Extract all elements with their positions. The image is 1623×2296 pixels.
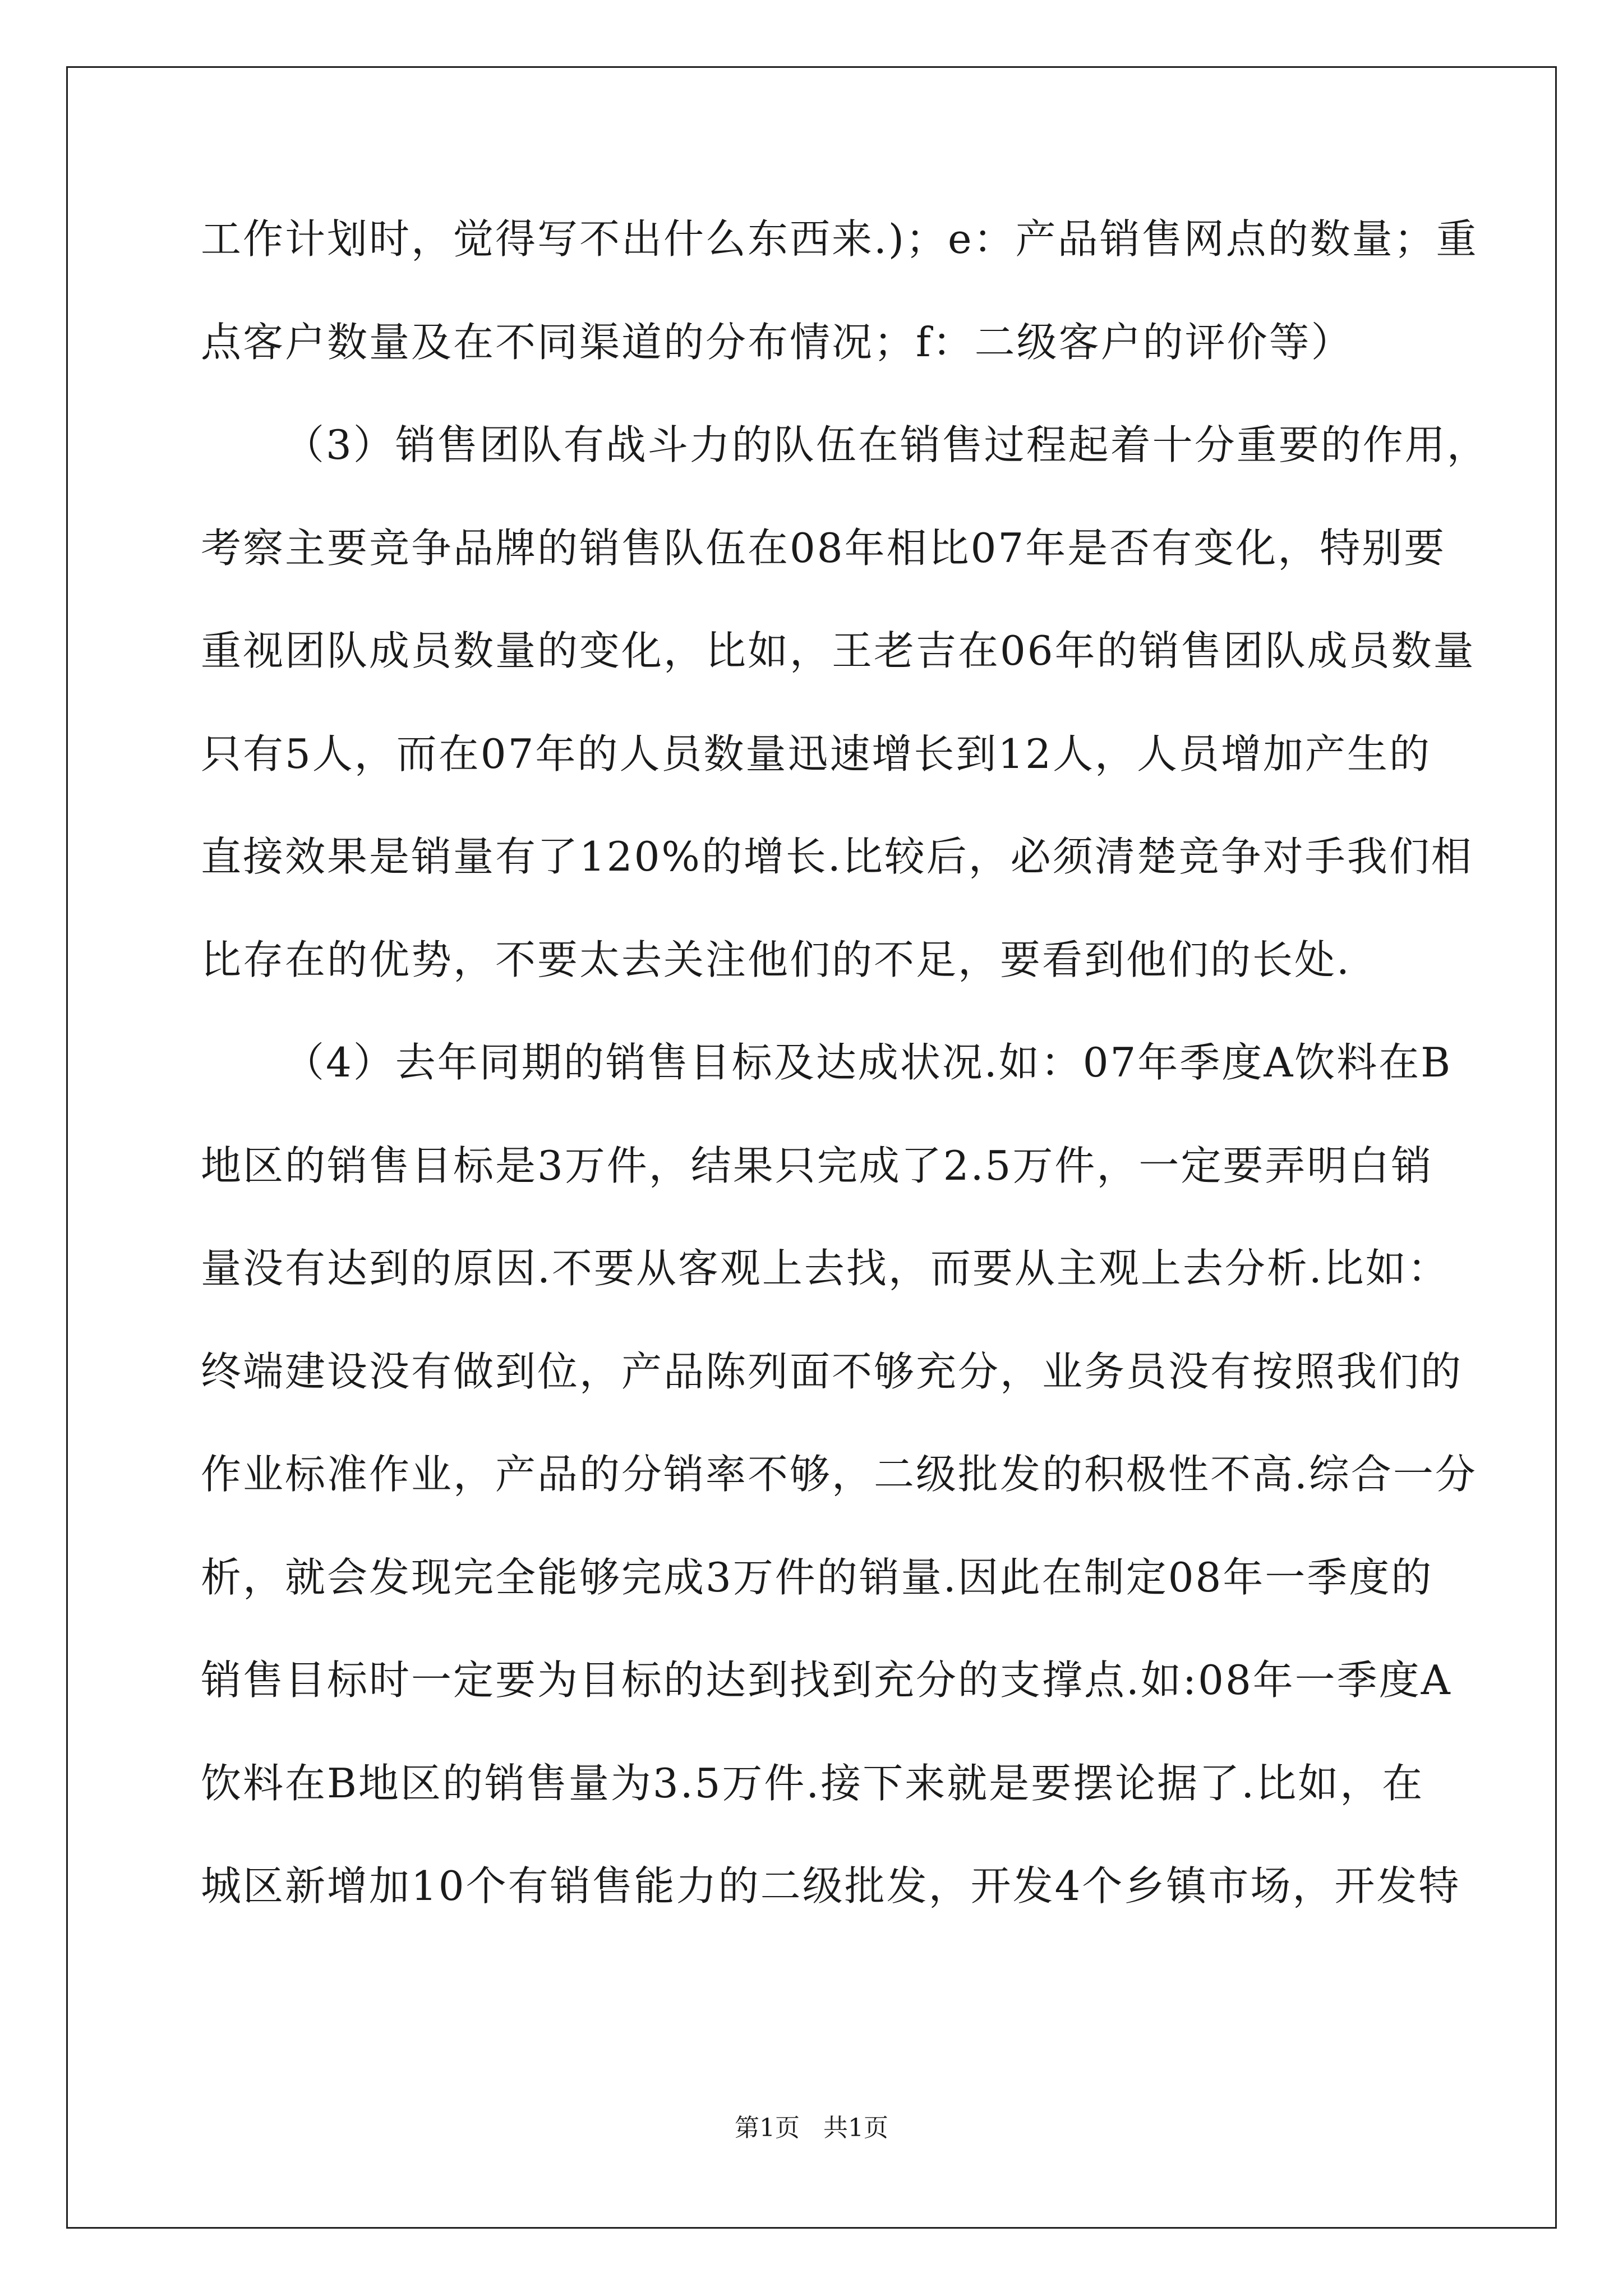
document-body (201, 215, 1489, 1969)
text-line: 考察主要竞争品牌的销售队伍在08年相比07年是否有变化，特别要 (201, 524, 1446, 572)
text-line: 地区的销售目标是3万件，结果只完成了2.5万件，一定要弄明白销 (201, 1142, 1433, 1189)
text-line: 比存在的优势，不要太去关注他们的不足，要看到他们的长处. (201, 936, 1351, 983)
text-line: （3）销售团队有战斗力的队伍在销售过程起着十分重要的作用， (284, 421, 1489, 468)
text-line: 量没有达到的原因.不要从客观上去找，而要从主观上去分析.比如： (201, 1245, 1450, 1292)
text-line: （4）去年同期的销售目标及达成状况.如：07年季度A饮料在B (284, 1039, 1453, 1086)
text-line: 城区新增加10个有销售能力的二级批发，开发4个乡镇市场，开发特 (201, 1862, 1461, 1910)
text-line: 销售目标时一定要为目标的达到找到充分的支撑点.如:08年一季度A (201, 1657, 1452, 1704)
text-line: 析，就会发现完全能够完成3万件的销量.因此在制定08年一季度的 (201, 1553, 1433, 1601)
text-line: 点客户数量及在不同渠道的分布情况；f：二级客户的评价等） (201, 318, 1353, 366)
text-line: 作业标准作业，产品的分销率不够，二级批发的积极性不高.综合一分 (201, 1451, 1477, 1498)
page-footer: 第1页 共1页 (735, 2114, 888, 2142)
text-line: 饮料在B地区的销售量为3.5万件.接下来就是要摆论据了.比如，在 (201, 1759, 1424, 1807)
text-line: 只有5人，而在07年的人员数量迅速增长到12人，人员增加产生的 (201, 730, 1432, 777)
text-line: 工作计划时，觉得写不出什么东西来.)；e：产品销售网点的数量；重 (201, 215, 1478, 263)
text-line: 直接效果是销量有了120%的增长.比较后，必须清楚竞争对手我们相 (201, 833, 1473, 880)
text-line: 终端建设没有做到位，产品陈列面不够充分，业务员没有按照我们的 (201, 1347, 1463, 1395)
text-line: 重视团队成员数量的变化，比如，王老吉在06年的销售团队成员数量 (201, 627, 1476, 674)
